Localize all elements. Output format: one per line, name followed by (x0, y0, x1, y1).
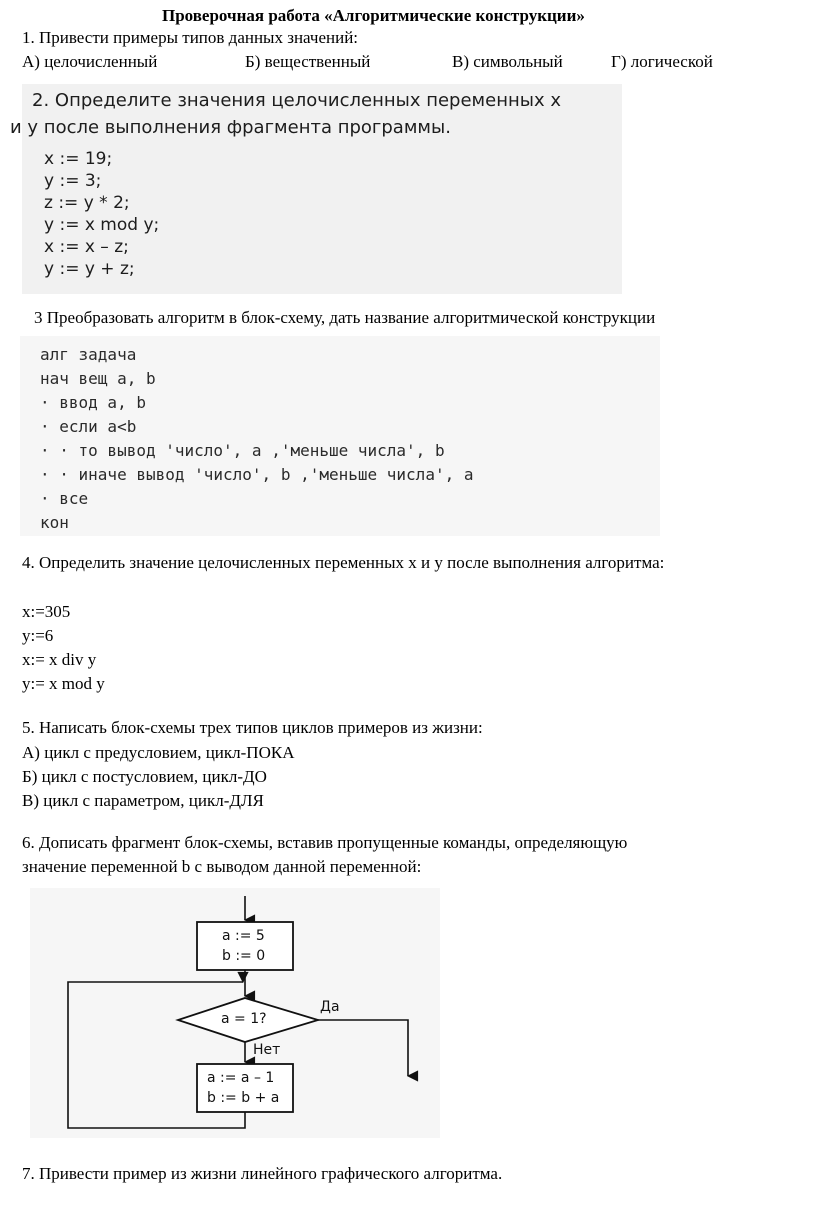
condition-label: a = 1? (221, 1011, 267, 1027)
page-title: Проверочная работа «Алгоритмические конструкции» (162, 6, 585, 25)
q1-option-c: В) символьный (452, 52, 563, 71)
box-line: b := 0 (222, 948, 266, 964)
init-box-text (222, 926, 265, 966)
question-6-line1: 6. Дописать фрагмент блок-схемы, вставив пропущенные команды, определяющую (22, 833, 628, 852)
code-line: алг задача (40, 345, 137, 364)
code-line: y:= x mod y (22, 674, 105, 693)
code-line: · · иначе вывод 'число', b ,'меньше числа', a (40, 465, 474, 484)
question-6-line2: значение переменной b с выводом данной переменной: (22, 857, 422, 876)
question-1-text: 1. Привести примеры типов данных значений: (22, 28, 359, 47)
code-line: x := x – z; (44, 237, 129, 257)
code-line: z := y * 2; (44, 193, 130, 213)
no-label: Нет (253, 1042, 281, 1058)
list-item: А) цикл с предусловием, цикл-ПОКА (22, 743, 295, 762)
question-4-text: 4. Определить значение целочисленных переменных x и y после выполнения алгоритма: (22, 553, 665, 572)
q1-option-a: А) целочисленный (22, 52, 158, 71)
code-line: x:=305 (22, 602, 71, 621)
question-2-line2: и y после выполнения фрагмента программы. (10, 117, 451, 138)
code-line: x:= x div y (22, 650, 97, 669)
code-line: x := 19; (44, 149, 113, 169)
box-line: a := a – 1 (207, 1070, 275, 1086)
code-line: кон (40, 513, 69, 532)
code-line: y:=6 (22, 626, 54, 645)
yes-label: Да (320, 999, 340, 1015)
q1-option-b: Б) вещественный (245, 52, 371, 71)
code-line: · · то вывод 'число', a ,'меньше числа', b (40, 441, 445, 460)
list-item: Б) цикл с постусловием, цикл-ДО (22, 767, 267, 786)
box-line: a := 5 (222, 928, 265, 944)
box-line: b := b + a (207, 1090, 280, 1106)
code-line: нач вещ a, b (40, 369, 156, 388)
code-line: y := 3; (44, 171, 102, 191)
question-2-line1: 2. Определите значения целочисленных переменных x (32, 90, 561, 111)
question-3-text: 3 Преобразовать алгоритм в блок-схему, дать название алгоритмической конструкции (34, 308, 656, 327)
code-line: y := y + z; (44, 259, 135, 279)
q1-option-d: Г) логической (611, 52, 713, 71)
question-7-text: 7. Привести пример из жизни линейного графического алгоритма. (22, 1164, 503, 1183)
code-line: · если a<b (40, 417, 137, 436)
loop-body-text (207, 1068, 279, 1108)
code-line: y := x mod y; (44, 215, 160, 235)
list-item: В) цикл с параметром, цикл-ДЛЯ (22, 791, 264, 810)
yes-branch-arrow (318, 1020, 408, 1076)
code-line: · ввод a, b (40, 393, 146, 412)
code-line: · все (40, 489, 89, 508)
question-5-text: 5. Написать блок-схемы трех типов циклов примеров из жизни: (22, 718, 483, 737)
